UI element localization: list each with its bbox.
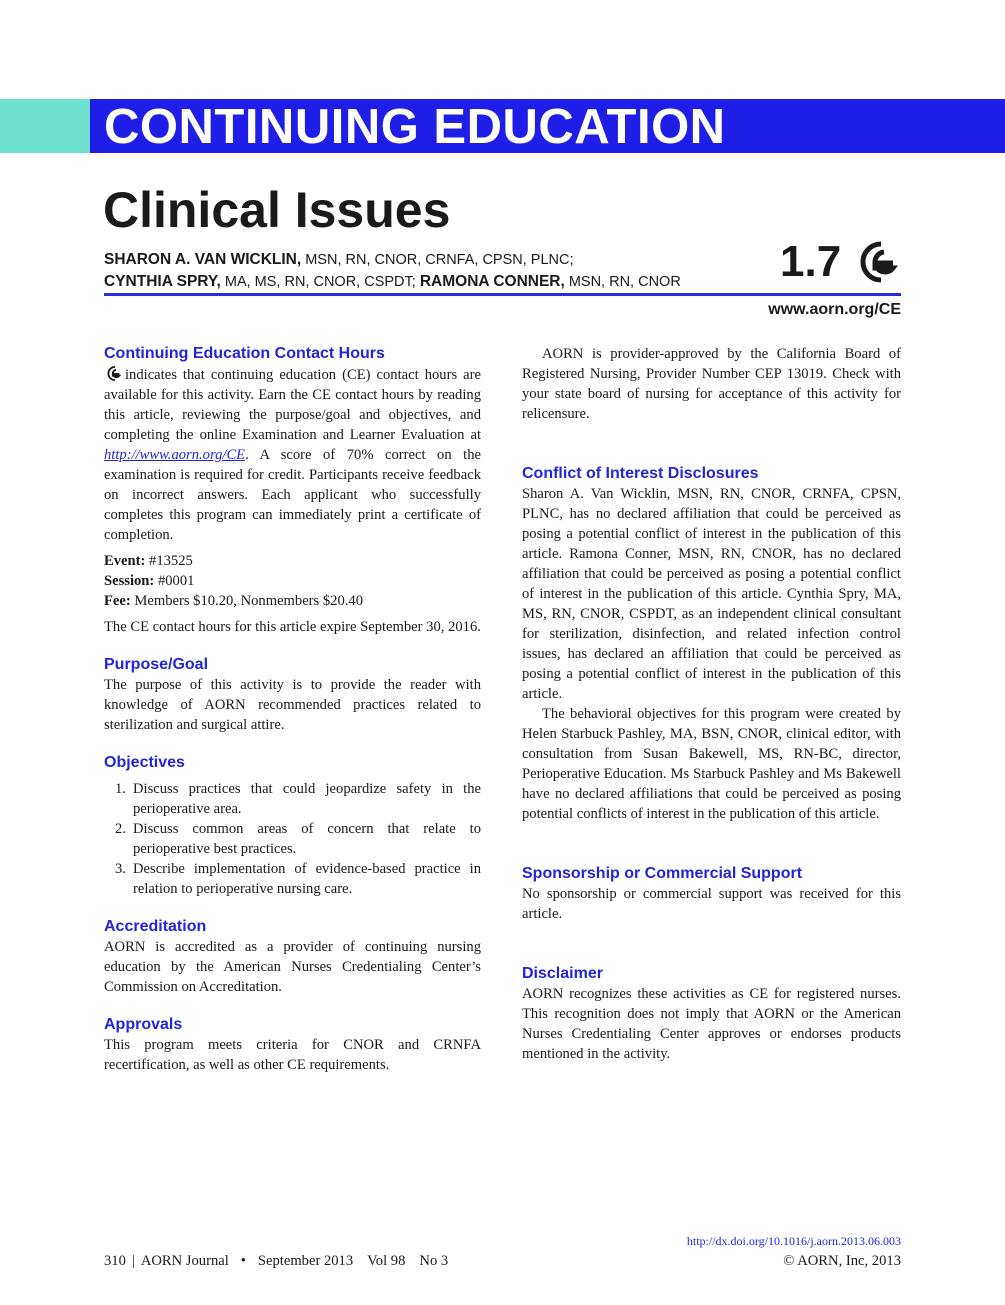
session-row: Session: #0001	[104, 573, 195, 589]
ce-hours-value: 1.7	[780, 237, 842, 286]
objectives-credit-paragraph: The behavioral objectives for this program were created by Helen Starbuck Pashley, MA, BSN, CNOR, clinical editor, with consultation from Susan Bakewell, MS, RN-BC, director, Perioperative Education. Ms Starbuck Pashley and Ms Bakewell have no declared affiliations that could be perceived as posing potential conflicts of interest in the publication of this article.	[522, 706, 901, 822]
section-heading-sponsorship: Sponsorship or Commercial Support	[522, 865, 803, 882]
author-credentials: MA, MS, RN, CNOR, CSPDT;	[224, 274, 416, 290]
doi-link[interactable]: http://dx.doi.org/10.1016/j.aorn.2013.06.003	[686, 1234, 901, 1248]
list-item: 1. Discuss practices that could jeopardize safety in the perioperative area.	[115, 781, 481, 817]
section-heading-approvals: Approvals	[104, 1016, 183, 1033]
author-name: CYNTHIA SPRY,	[104, 273, 221, 290]
ce-logo-icon	[104, 364, 123, 383]
ce-url-link[interactable]: http://www.aorn.org/CE	[104, 447, 246, 463]
list-item: 2. Discuss common areas of concern that relate to perioperative best practices.	[115, 821, 481, 857]
section-heading-accreditation: Accreditation	[104, 918, 207, 935]
section-heading-disclaimer: Disclaimer	[522, 965, 603, 982]
contact-hours-text: indicates that continuing education (CE) contact hours are available for this activity. Earn the CE contact hours by reading this article, reviewing the purpose/goal and objectives, and completing the online Examination and Learner Evaluation at	[104, 367, 481, 443]
fee-row: Fee: Members $10.20, Nonmembers $20.40	[104, 593, 363, 609]
contact-hours-text-continued: . A score of 70% correct on the examination is required for credit. Participants receive feedback on incorrect answers. Each applicant who successfully completes this program can immediately print a certificate of completion.	[104, 447, 481, 543]
contact-hours-paragraph	[104, 364, 481, 545]
section-heading-objectives: Objectives	[104, 754, 185, 771]
list-item: 3. Describe implementation of evidence-based practice in relation to perioperative nursing care.	[115, 861, 481, 897]
section-heading-conflict: Conflict of Interest Disclosures	[522, 465, 759, 482]
copyright: © AORN, Inc, 2013	[783, 1253, 901, 1269]
accreditation-paragraph: AORN is accredited as a provider of continuing nursing education by the American Nurses Credentialing Center’s Commission on Accreditation.	[104, 939, 481, 995]
page-number: 310	[104, 1253, 126, 1269]
left-column	[104, 344, 481, 1075]
purpose-paragraph: The purpose of this activity is to provide the reader with knowledge of AORN recommended practices related to sterilization and surgical attire.	[104, 677, 481, 733]
section-heading-purpose: Purpose/Goal	[104, 656, 209, 673]
volume: Vol 98	[367, 1253, 406, 1269]
approvals-paragraph: This program meets criteria for CNOR and CRNFA recertification, as well as other CE requirements.	[104, 1037, 481, 1073]
section-banner-label: CONTINUING EDUCATION	[104, 100, 726, 154]
expiry-paragraph: The CE contact hours for this article expire September 30, 2016.	[104, 619, 481, 635]
disclaimer-paragraph: AORN recognizes these activities as CE for registered nurses. This recognition does not imply that AORN or the American Nurses Credentialing Center approves or endorses products mentioned in the activity.	[522, 986, 901, 1062]
issue-number: No 3	[419, 1253, 449, 1269]
ce-hours-badge	[780, 236, 903, 288]
page-title: Clinical Issues	[103, 182, 451, 238]
section-heading-contact-hours: Continuing Education Contact Hours	[104, 345, 385, 362]
banner-accent	[0, 99, 90, 153]
author-credentials: MSN, RN, CNOR, CRNFA, CPSN, PLNC;	[305, 252, 574, 268]
issue-date: September 2013	[257, 1253, 354, 1269]
objectives-list	[104, 779, 481, 899]
journal-name: AORN Journal	[140, 1253, 229, 1269]
right-column	[522, 344, 901, 1064]
conflict-paragraph: Sharon A. Van Wicklin, MSN, RN, CNOR, CRNFA, CPSN, PLNC, has no declared affiliation that could be perceived as posing a potential conflict of interest in the publication of this article. Ramona Conner, MSN, RN, CNOR, has no declared affiliation that could be perceived as posing a potential conflict of interest in the publication of this article. Cynthia Spry, MA, MS, RN, CNOR, CSPDT, as an independent clinical consultant for sterilization, disinfection, and related infection control issues, has declared an affiliation that could be perceived as posing a potential conflict of interest in the publication of this article.	[522, 486, 901, 702]
ce-logo-icon	[851, 236, 903, 288]
event-row: Event: #13525	[104, 553, 193, 569]
header-rule	[104, 293, 901, 296]
provider-paragraph: AORN is provider-approved by the California Board of Registered Nursing, Provider Number CEP 13019. Check with your state board of nursing for acceptance of this activity for relicensure.	[522, 346, 901, 422]
ce-website-link[interactable]: www.aorn.org/CE	[768, 301, 901, 318]
sponsorship-paragraph: No sponsorship or commercial support was received for this article.	[522, 886, 901, 922]
author-name: RAMONA CONNER,	[419, 273, 565, 290]
footer-citation: 310 | AORN Journal • September 2013 Vol 98 No 3	[104, 1253, 449, 1269]
author-list	[104, 249, 754, 293]
author-name: SHARON A. VAN WICKLIN,	[104, 251, 302, 268]
author-credentials: MSN, RN, CNOR	[568, 274, 681, 290]
